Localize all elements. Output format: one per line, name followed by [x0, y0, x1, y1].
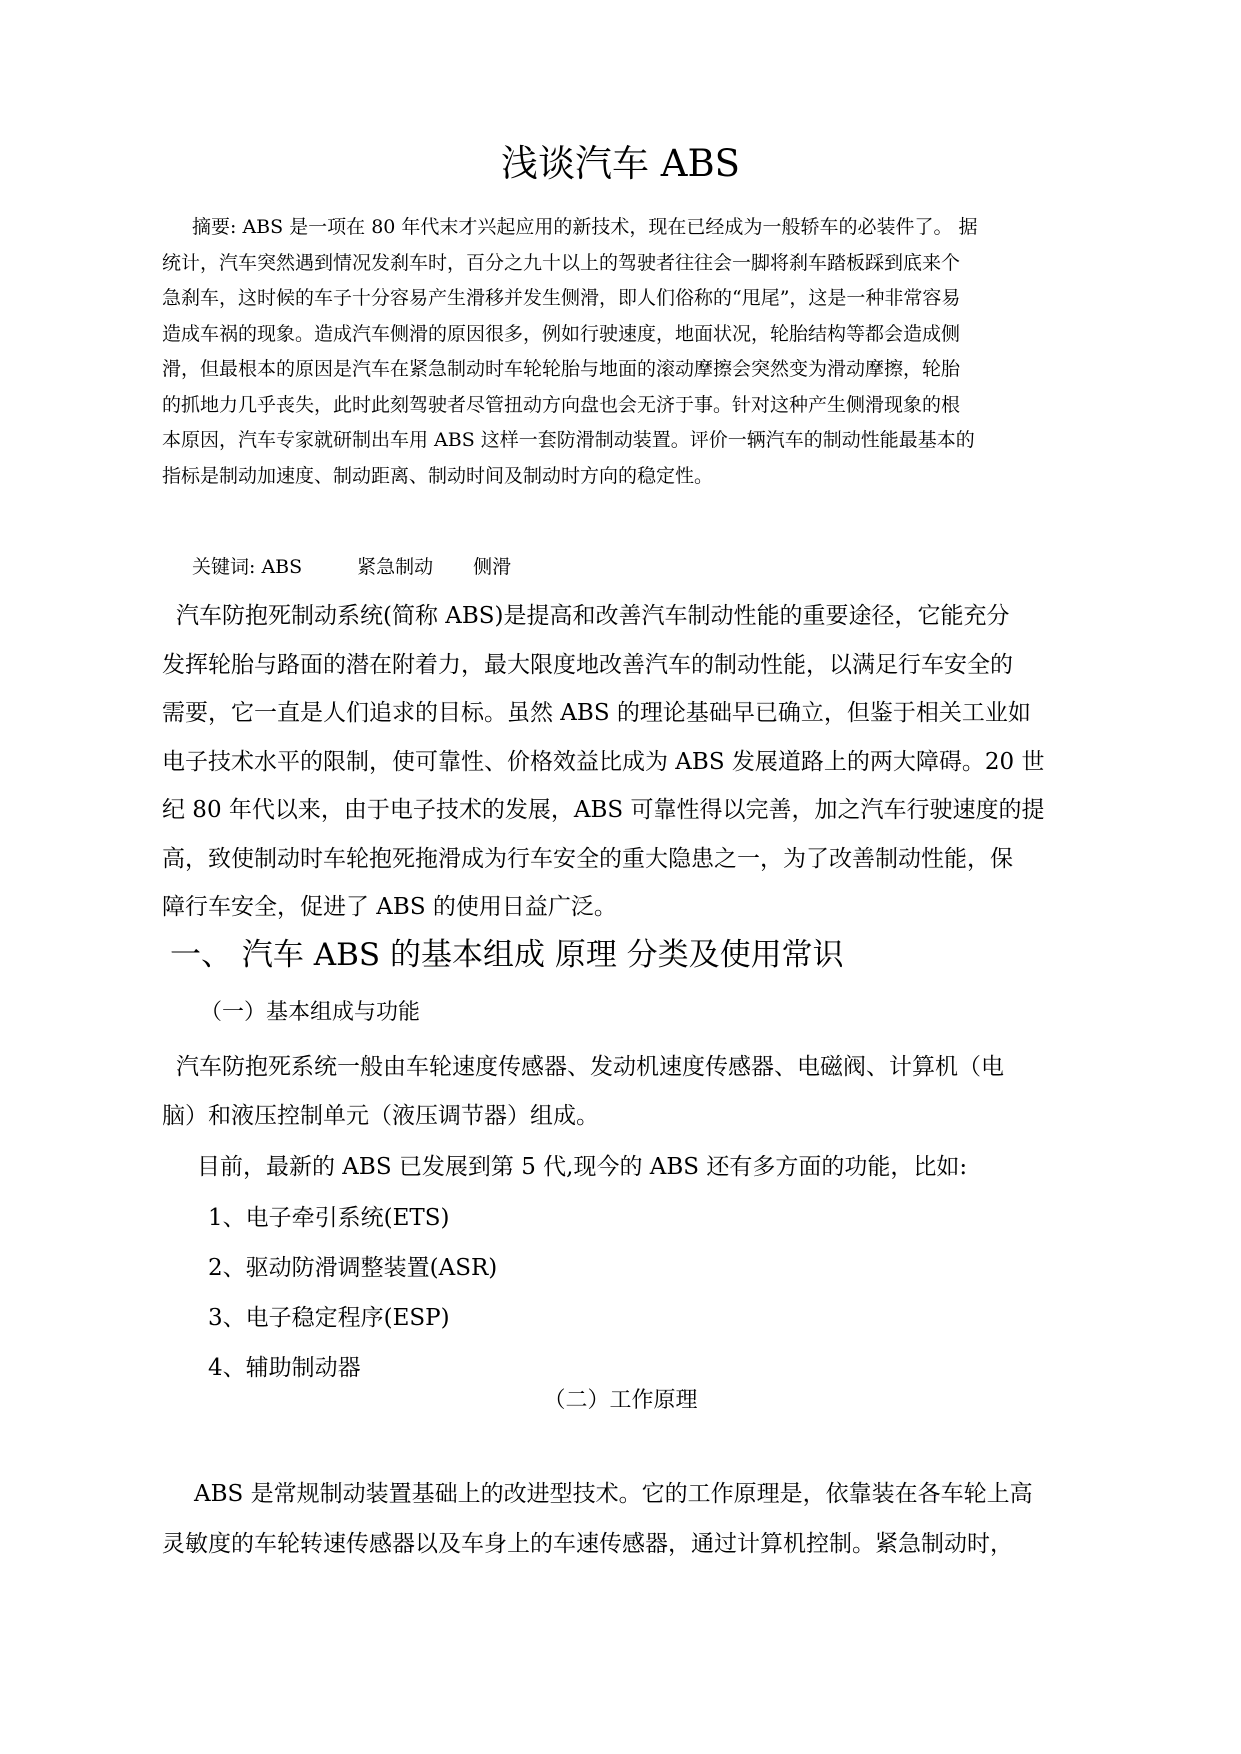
- list-item: 4、辅助制动器: [208, 1355, 361, 1381]
- paragraph-line: 汽车防抱死制动系统(简称 ABS)是提高和改善汽车制动性能的重要途径，它能充分: [176, 603, 1010, 629]
- abstract-line: 指标是制动加速度、制动距离、制动时间及制动时方向的稳定性。: [162, 464, 714, 487]
- list-item: 3、电子稳定程序(ESP): [208, 1305, 450, 1331]
- keyword-item: 侧滑: [473, 556, 512, 578]
- paragraph-line: ABS 是常规制动装置基础上的改进型技术。它的工作原理是，依靠装在各车轮上高: [194, 1481, 1033, 1507]
- paragraph-line: 电子技术水平的限制，使可靠性、价格效益比成为 ABS 发展道路上的两大障碍。20 世: [162, 748, 1045, 775]
- abstract-line: 滑，但最根本的原因是汽车在紧急制动时车轮轮胎与地面的滚动摩擦会突然变为滑动摩擦，轮胎: [162, 358, 961, 380]
- paragraph-line: 高，致使制动时车轮抱死拖滑成为行车安全的重大隐患之一，为了改善制动性能，保: [162, 845, 1013, 872]
- paragraph-line: 障行车安全，促进了 ABS 的使用日益广泛。: [162, 894, 617, 920]
- paragraph-line: 发挥轮胎与路面的潜在附着力，最大限度地改善汽车的制动性能，以满足行车安全的: [162, 651, 1013, 678]
- abstract-line: 摘要: ABS 是一项在 80 年代末才兴起应用的新技术，现在已经成为一般轿车的必装件了。 据: [192, 216, 978, 238]
- subsection-heading: （一）基本组成与功能: [200, 1000, 421, 1025]
- document-title: 浅谈汽车 ABS: [500, 142, 741, 185]
- paragraph-line: 汽车防抱死系统一般由车轮速度传感器、发动机速度传感器、电磁阀、计算机（电: [176, 1054, 1004, 1080]
- list-item: 2、驱动防滑调整装置(ASR): [208, 1255, 498, 1281]
- composition-paragraph: [162, 1043, 1080, 1141]
- abstract-line: 的抓地力几乎丧失，此时此刻驾驶者尽管扭动方向盘也会无济于事。针对这种产生侧滑现象的根: [162, 393, 961, 416]
- abstract: [162, 210, 1080, 494]
- paragraph-line: 需要，它一直是人们追求的目标。虽然 ABS 的理论基础早已确立，但鉴于相关工业如: [162, 700, 1031, 726]
- abstract-line: 急刹车，这时候的车子十分容易产生滑移并发生侧滑，即人们俗称的“甩尾”，这是一种非常容易: [162, 287, 961, 309]
- functions-intro: 目前，最新的 ABS 已发展到第 5 代,现今的 ABS 还有多方面的功能，比如:: [197, 1154, 968, 1180]
- list-item: 1、电子牵引系统(ETS): [208, 1205, 450, 1231]
- subsection-heading: （二）工作原理: [543, 1388, 698, 1413]
- paragraph-line: 灵敏度的车轮转速传感器以及车身上的车速传感器，通过计算机控制。紧急制动时，: [162, 1531, 1013, 1557]
- section-heading: 一、 汽车 ABS 的基本组成 原理 分类及使用常识: [170, 937, 844, 973]
- keyword-item: 紧急制动: [357, 556, 434, 578]
- function-list: [208, 1193, 497, 1393]
- keywords-label: 关键词: ABS: [192, 556, 303, 578]
- paragraph-line: 脑）和液压控制单元（液压调节器）组成。: [162, 1103, 599, 1129]
- abstract-line: 统计，汽车突然遇到情况发刹车时，百分之九十以上的驾驶者往往会一脚将刹车踏板踩到底来个: [162, 251, 961, 274]
- abstract-line: 造成车祸的现象。造成汽车侧滑的原因很多，例如行驶速度，地面状况，轮胎结构等都会造成侧: [162, 322, 961, 345]
- keywords: [192, 552, 511, 582]
- principle-paragraph: [162, 1469, 1080, 1569]
- intro-paragraph: [162, 592, 1080, 932]
- paragraph-line: 纪 80 年代以来，由于电子技术的发展，ABS 可靠性得以完善，加之汽车行驶速度的提: [162, 797, 1045, 823]
- abstract-line: 本原因，汽车专家就研制出车用 ABS 这样一套防滑制动装置。评价一辆汽车的制动性能最基本的: [162, 429, 975, 451]
